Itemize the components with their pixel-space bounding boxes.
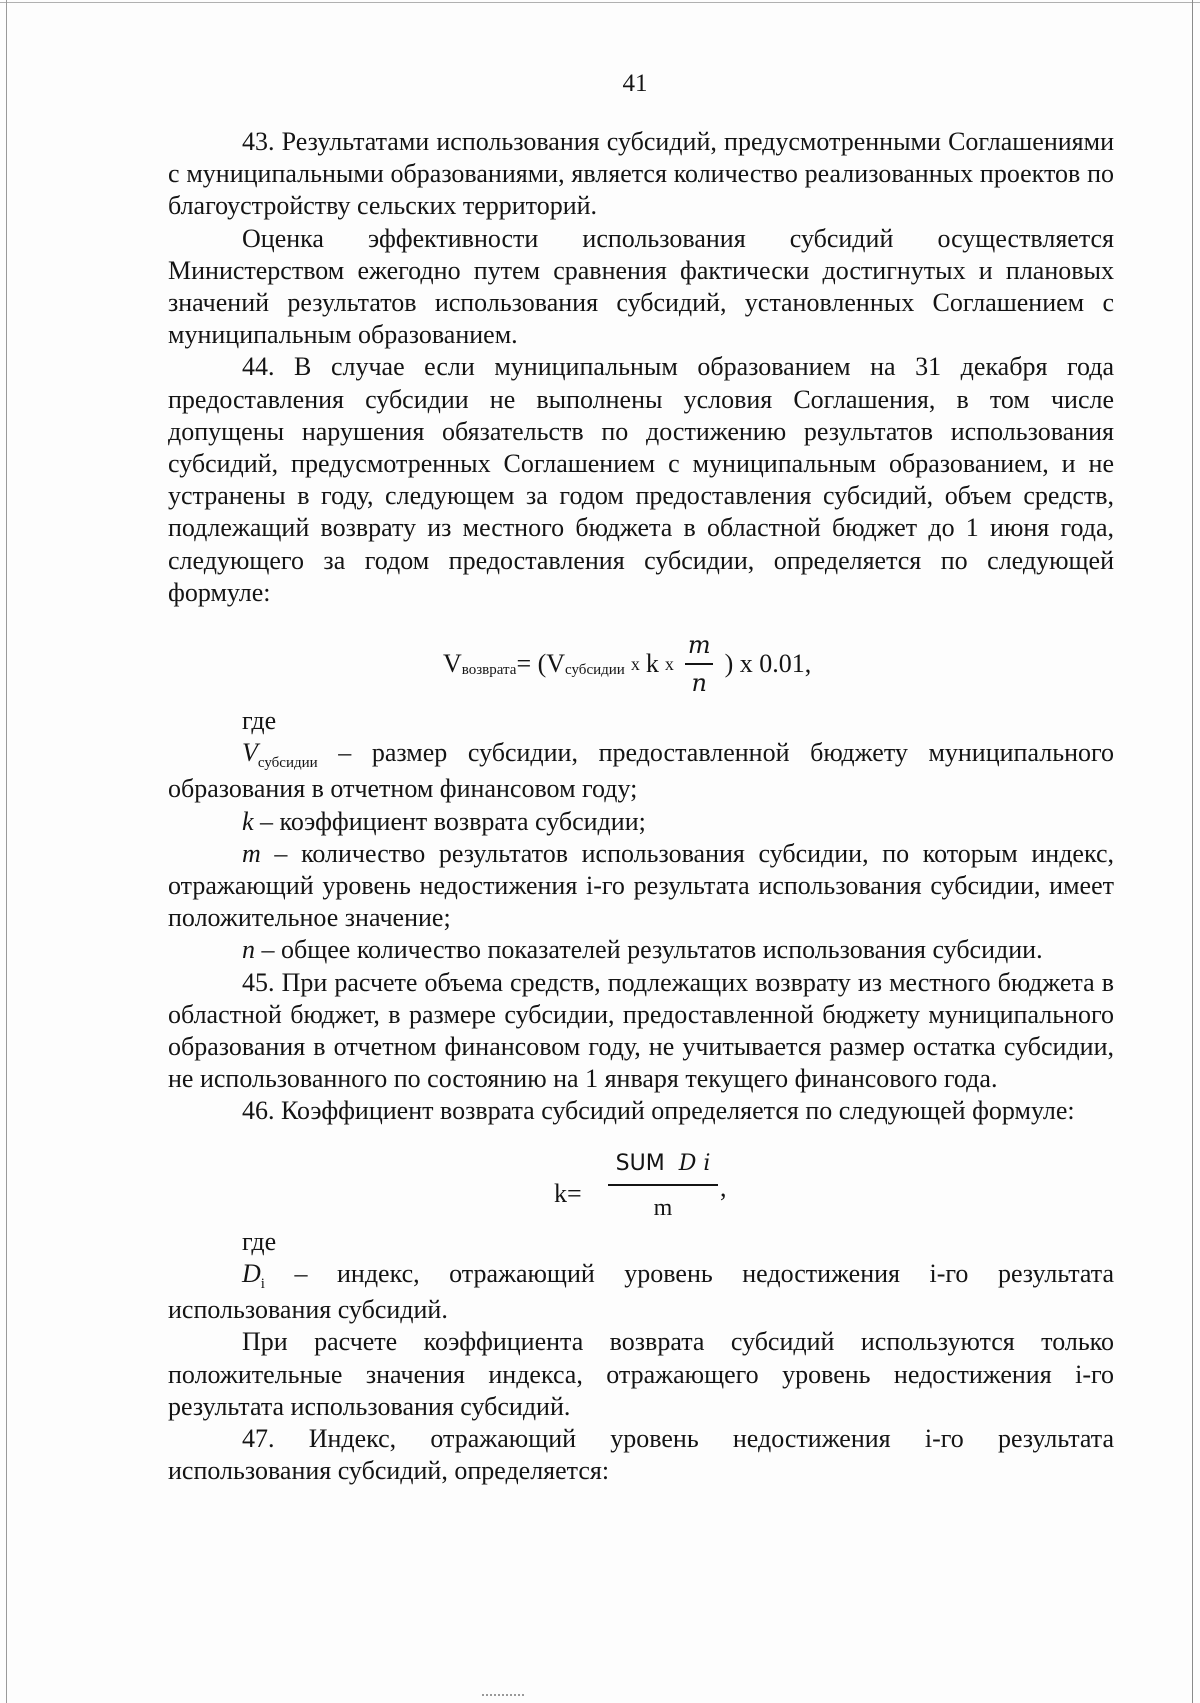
definition-n xyxy=(168,934,1114,966)
def-d-text: – индекс, отражающий уровень недостижения i-го результата использования субсидий. xyxy=(168,1258,1114,1325)
formula2-comma: , xyxy=(720,1172,727,1202)
formula-n: n xyxy=(691,669,707,698)
def-n-text: – общее количество показателей результатов использования субсидии. xyxy=(255,935,1043,965)
scan-edge-left xyxy=(6,0,7,1703)
def-m-symbol: m xyxy=(242,838,261,868)
scan-edge-top xyxy=(0,2,1200,3)
formula-fraction-m-n xyxy=(684,629,715,699)
where-label-1: где xyxy=(242,706,277,736)
formula-tail: ) x 0.01, xyxy=(724,649,812,679)
formula-times-1: x xyxy=(630,654,640,675)
formula-times-2: x xyxy=(664,654,674,675)
formula-eq-open: = (V xyxy=(516,649,566,679)
def-d-symbol: D xyxy=(242,1258,261,1288)
def-k-symbol: k xyxy=(242,806,254,836)
def-v-symbol: V xyxy=(242,738,258,768)
paragraph-46-note: При расчете коэффициента возврата субсидий используются только положительные значения индекса, отражающего уровень недостижения i-го результата использования субсидий. xyxy=(168,1327,1114,1421)
def-k-text: – коэффициент возврата субсидии; xyxy=(253,806,646,836)
def-v-sub: субсидии xyxy=(257,755,318,772)
scan-footer-mark xyxy=(482,1694,524,1696)
page-number: 41 xyxy=(622,70,648,97)
formula-sub-subsidy: субсидии xyxy=(565,662,625,679)
formula2-fraction xyxy=(608,1148,718,1224)
formula-return-coefficient xyxy=(168,1128,1114,1226)
def-v-text: – размер субсидии, предоставленной бюджету муниципального образования в отчетном финансовом году; xyxy=(168,738,1114,804)
paragraph-46: 46. Коэффициент возврата субсидий определяется по следующей формуле: xyxy=(242,1096,1075,1126)
document-body xyxy=(168,126,1114,1487)
formula2-numerator xyxy=(616,1148,711,1184)
formula2-denominator: m xyxy=(653,1194,673,1221)
paragraph-43: 43. Результатами использования субсидий, предусмотренными Соглашениями с муниципальными образованиями, является количество реализованных проектов по благоустройству сельских территорий. xyxy=(168,127,1114,221)
formula-k: k xyxy=(645,649,659,679)
scan-edge-right xyxy=(1192,0,1193,1703)
def-n-symbol: n xyxy=(242,935,255,965)
formula-v: V xyxy=(443,649,462,679)
definition-k xyxy=(168,806,1114,838)
paragraph-47: 47. Индекс, отражающий уровень недостижения i-го результата использования субсидий, определяется: xyxy=(168,1423,1114,1486)
where-label-2: где xyxy=(242,1226,277,1256)
definition-m xyxy=(168,838,1114,935)
paragraph-45: 45. При расчете объема средств, подлежащих возврату из местного бюджета в областной бюджет, в размере субсидии, предоставленной бюджету муниципального образования в отчетном финансовом году, не учитывается размер остатка субсидии, не использованного по состоянию на 1 января текущего финансового года. xyxy=(168,967,1114,1094)
formula2-k-eq: k= xyxy=(554,1178,582,1208)
paragraph-43-assessment: Оценка эффективности использования субсидий осуществляется Министерством ежегодно путем сравнения фактически достигнутых и плановых значений результатов использования субсидий, установленных Соглашением с муниципальным образованием. xyxy=(168,223,1114,350)
def-m-text: – количество результатов использования субсидии, по которым индекс, отражающий уровень недостижения i-го результата использования субсидии, имеет положительное значение; xyxy=(168,838,1114,933)
formula2-di: D i xyxy=(678,1150,711,1176)
formula-return-volume xyxy=(168,609,1114,705)
formula-sub-return: возврата xyxy=(461,662,517,679)
definition-d xyxy=(168,1258,1114,1326)
formula-return-expression xyxy=(443,629,811,699)
paragraph-44: 44. В случае если муниципальным образованием на 31 декабря года предоставления субсидии не выполнены условия Соглашения, в том числе допущены нарушения обязательств по достижению результатов использования субсидий, предусмотренных Соглашением с муниципальным образованием, и не устранены в году, следующем за годом предоставления субсидий, объем средств, подлежащий возврату из местного бюджета в областной бюджет до 1 июня года, следующего за годом предоставления субсидии, определяется по следующей формуле: xyxy=(168,352,1114,607)
formula-m: m xyxy=(687,631,711,660)
def-d-sub: i xyxy=(260,1275,265,1292)
definition-v xyxy=(168,737,1114,805)
formula2-sum: SUM xyxy=(615,1150,665,1176)
